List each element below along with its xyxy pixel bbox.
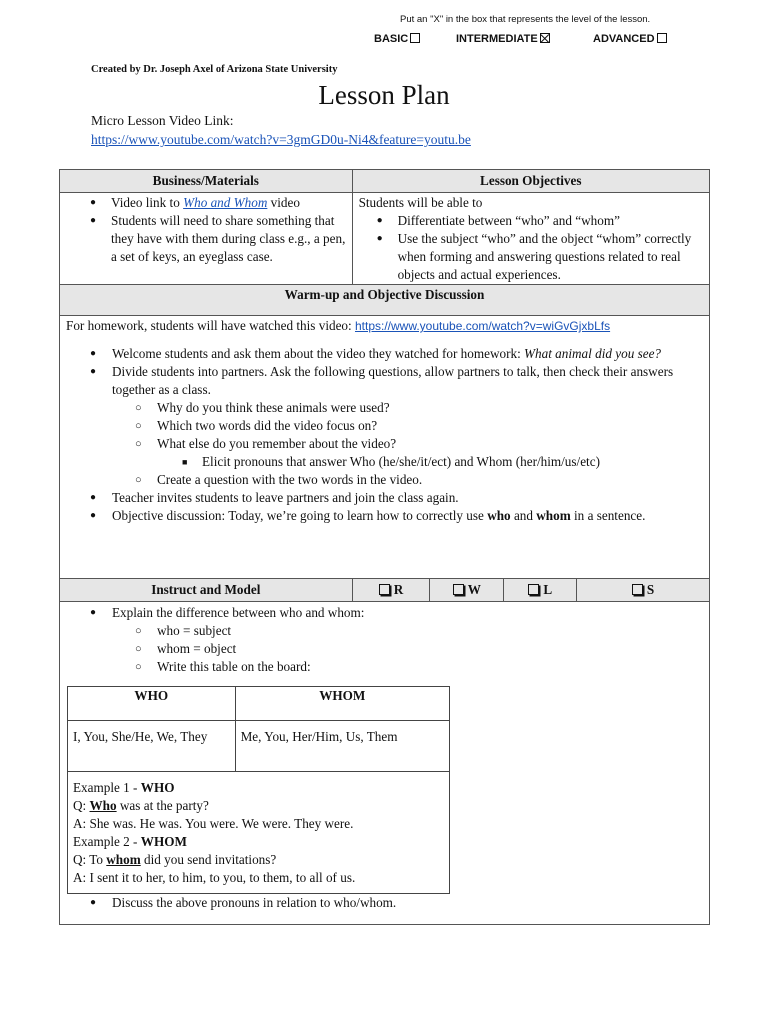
modality-speaking[interactable]: S [577,579,710,602]
level-instruction: Put an "X" in the box that represents the level of the lesson. [400,14,651,25]
modality-reading[interactable]: R [352,579,430,602]
who-column-header: WHO [68,687,236,721]
homework-line: For homework, students will have watched this video: https://www.youtube.com/watch?v=wiGvGjxbLfs [66,318,611,333]
warmup-header: Warm-up and Objective Discussion [60,285,710,316]
who-whom-table [67,686,450,894]
list-item: ● Video link to Who and Whom video [60,194,352,212]
instruct-cell [60,602,710,925]
lesson-plan-table [59,169,710,925]
business-materials-cell [60,193,353,285]
level-advanced-label: ADVANCED [593,33,655,45]
author-credit: Created by Dr. Joseph Axel of Arizona State University [91,64,338,75]
list-item: ● Divide students into partners. Ask the following questions, allow partners to talk, then check their answers together as a class. [60,363,709,399]
homework-video-link[interactable]: https://www.youtube.com/watch?v=wiGvGjxbLfs [354,319,611,333]
checkbox-icon[interactable] [528,584,539,595]
list-item: ● Use the subject “who” and the object “whom” correctly when forming and answering questions related to real objects and actual experiences. [353,230,709,284]
list-item: ○ who = subject [60,622,709,640]
warmup-cell [60,316,710,579]
level-intermediate-label: INTERMEDIATE [456,33,538,45]
level-basic-label: BASIC [374,33,409,45]
example-1-label: Example 1 - WHO [73,780,175,795]
level-basic-checkbox[interactable] [410,33,420,43]
example-2-label: Example 2 - WHOM [73,834,187,849]
example-2-question: Q: To whom did you send invitations? [73,852,277,867]
example-1-question: Q: Who was at the party? [73,798,209,813]
level-advanced-checkbox[interactable] [657,33,667,43]
whom-pronouns: Me, You, Her/Him, Us, Them [235,721,449,772]
objectives-intro: Students will be able to [358,195,483,210]
list-item: ● Differentiate between “who” and “whom” [353,212,709,230]
list-item: ○ whom = object [60,640,709,658]
list-item: ○ What else do you remember about the video? [60,435,709,453]
list-item: ● Discuss the above pronouns in relation to who/whom. [60,894,709,912]
who-pronouns: I, You, She/He, We, They [68,721,236,772]
lesson-objectives-header: Lesson Objectives [352,170,709,193]
list-item: ● Teacher invites students to leave partners and join the class again. [60,489,709,507]
list-item: ○ Create a question with the two words in the video. [60,471,709,489]
list-item: ● Explain the difference between who and whom: [60,604,709,622]
whom-column-header: WHOM [235,687,449,721]
list-item: ● Objective discussion: Today, we’re going to learn how to correctly use who and whom in a sentence. [60,507,709,525]
list-item: ○ Why do you think these animals were used? [60,399,709,417]
list-item: ● Welcome students and ask them about the video they watched for homework: What animal did you see? [60,345,709,363]
checkbox-icon[interactable] [632,584,643,595]
list-item: ● Students will need to share something that they have with them during class e.g., a pen, a set of keys, an eyeglass case. [60,212,352,266]
micro-lesson-label: Micro Lesson Video Link: [91,113,234,128]
checkbox-icon[interactable] [379,584,390,595]
micro-lesson-link[interactable]: https://www.youtube.com/watch?v=3gmGD0u-Ni4&feature=youtu.be [91,132,471,147]
example-1-answer: A: She was. He was. You were. We were. They were. [73,816,354,831]
list-item: ■ Elicit pronouns that answer Who (he/she/it/ect) and Whom (her/him/us/etc) [60,453,709,471]
business-materials-header: Business/Materials [60,170,353,193]
who-whom-video-link[interactable]: Who and Whom [183,195,268,210]
page-title: Lesson Plan [318,80,450,110]
example-2-answer: A: I sent it to her, to him, to you, to them, to all of us. [73,870,356,885]
lesson-objectives-cell [352,193,709,285]
level-intermediate-checkbox[interactable] [540,33,550,43]
modality-writing[interactable]: W [430,579,504,602]
level-basic[interactable] [374,33,420,45]
instruct-model-header: Instruct and Model [60,579,353,602]
examples-cell [68,772,450,894]
level-intermediate[interactable] [456,33,550,45]
modality-listening[interactable]: L [504,579,577,602]
list-item: ○ Which two words did the video focus on? [60,417,709,435]
checkbox-icon[interactable] [453,584,464,595]
level-advanced[interactable] [593,33,667,45]
list-item: ○ Write this table on the board: [60,658,709,676]
